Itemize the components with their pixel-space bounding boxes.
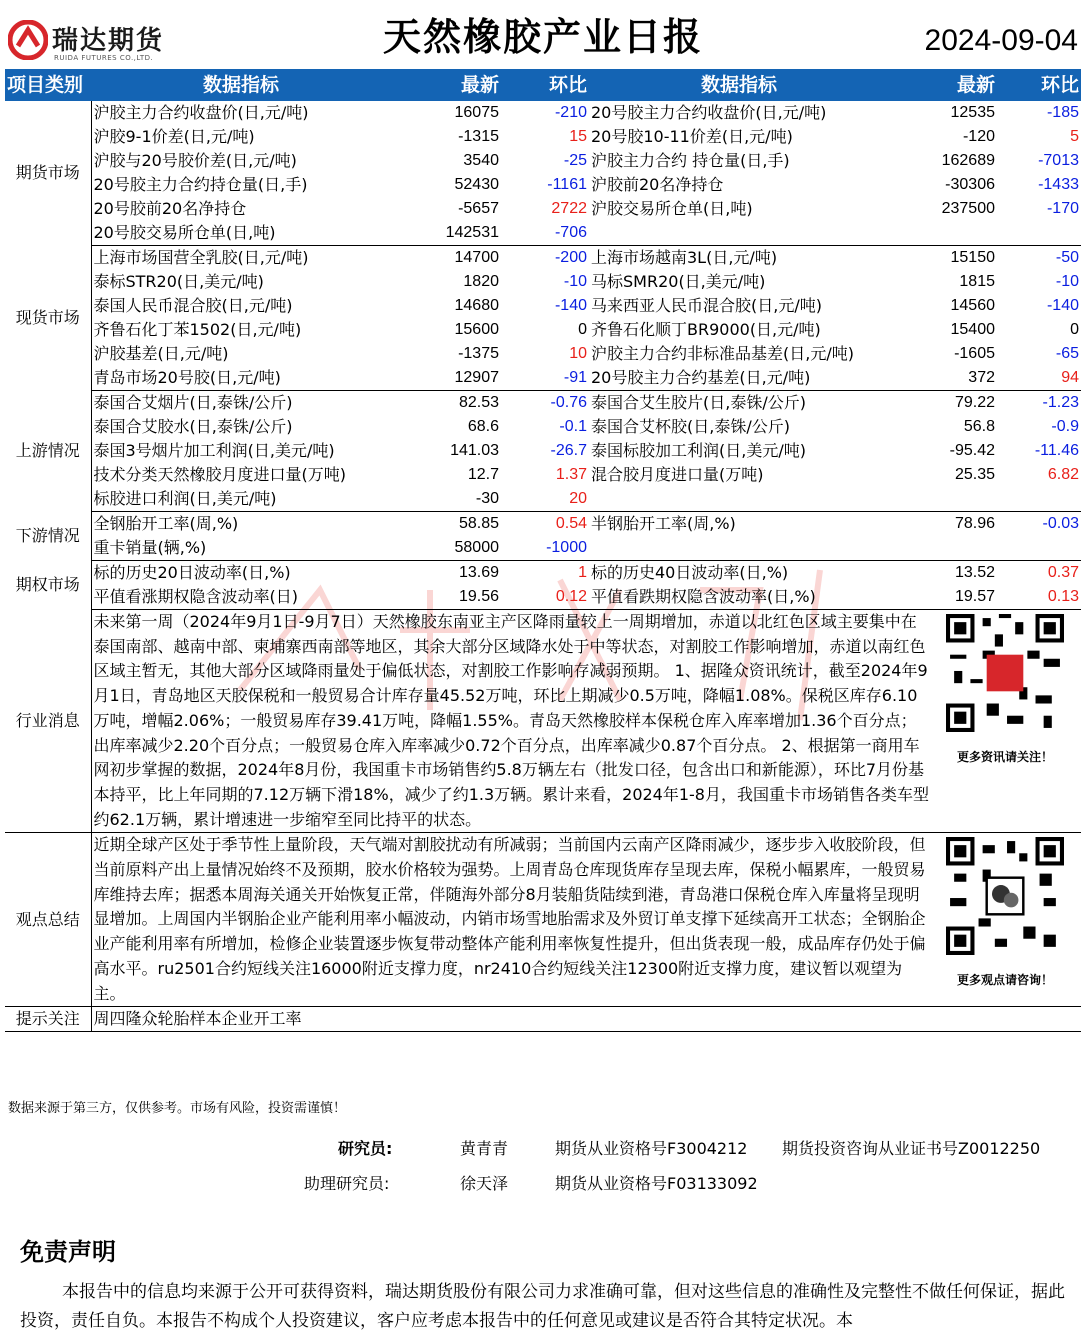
change-value: -0.03 [1042,515,1079,532]
indicator-name: 沪胶基差(日,元/吨) [93,344,229,363]
latest-value [889,487,997,512]
latest-value: 14560 [950,297,995,314]
change-value: -25 [563,152,587,169]
latest-value: 12535 [950,104,995,121]
latest-value: -30 [391,487,501,512]
latest-value: 237500 [941,200,995,217]
view-row [5,833,1081,1007]
disclaimer-text: 本报告中的信息均来源于公开可获得资料，瑞达期货股份有限公司力求准确可靠，但对这些信息的准确性及完整性不做任何保证，据此投资，责任自负。本报告不构成个人投资建议，客户应考虑本报告中的任何意见或建议是否符合其特定状况。本 [20,1282,1065,1331]
tips-text: 周四隆众轮胎样本企业开工率 [91,1007,1081,1032]
indicator-name: 马标SMR20(日,美元/吨) [591,272,766,291]
col-latest: 最新 [391,69,501,101]
change-value: -0.1 [559,418,587,435]
category-label: 期权市场 [5,561,91,610]
latest-value: 58.85 [458,515,499,532]
indicator-name: 泰国合艾烟片(日,泰铢/公斤) [93,393,293,412]
latest-value: 1815 [959,273,995,290]
table-row [5,294,1081,318]
latest-value: 142531 [391,221,501,246]
latest-value: 12.7 [467,466,499,483]
indicator-name: 泰国人民币混合胶(日,元/吨) [93,296,293,315]
news-qr-caption: 更多资讯请关注！ [956,750,1053,764]
logo-cn-text: 瑞达期货 [52,26,165,56]
indicator-name: 沪胶前20名净持仓 [591,175,724,194]
table-row [5,342,1081,366]
table-row [5,221,1081,246]
researcher-name: 黄青青 [460,1139,509,1158]
change-value: -1161 [547,176,587,193]
table-row [5,197,1081,221]
assistant-qualification: 期货从业资格号F03133092 [555,1174,758,1193]
indicator-name: 泰标STR20(日,美元/吨) [93,272,264,291]
table-row [5,125,1081,149]
latest-value: 3540 [463,152,499,169]
col-indicator: 数据指标 [91,69,391,101]
latest-value: 14700 [454,249,499,266]
change-value: 94 [997,366,1081,391]
table-row [5,318,1081,342]
data-source-note: 数据来源于第三方，仅供参考。市场有风险，投资需谨慎！ [8,1101,347,1116]
latest-value: 141.03 [450,442,499,459]
category-label: 下游情况 [5,512,91,561]
report-header [0,0,1086,68]
change-value: 2722 [551,200,587,217]
col-latest-2: 最新 [889,69,997,101]
report-date: 2024-09-04 [924,24,1078,57]
indicator-name: 沪胶9-1价差(日,元/吨) [93,127,255,146]
latest-value: 25.35 [954,466,995,483]
change-value: -185 [1046,104,1079,121]
latest-value: 1820 [463,273,499,290]
col-change-2: 环比 [997,69,1081,101]
indicator-name [589,536,889,561]
indicator-name: 青岛市场20号胶(日,元/吨) [91,366,391,391]
latest-value: -30306 [945,176,995,193]
latest-value: -120 [962,128,995,145]
col-indicator-2: 数据指标 [589,69,889,101]
category-label: 期货市场 [5,101,91,246]
change-value: -26.7 [550,442,587,459]
table-row [5,439,1081,463]
change-value: -706 [501,221,589,246]
indicator-name: 齐鲁石化顺丁BR9000(日,元/吨) [591,320,821,339]
report-title: 天然橡胶产业日报 [382,15,703,59]
table-row [5,463,1081,487]
indicator-name: 平值看涨期权隐含波动率(日) [91,585,391,610]
change-value: 0.54 [555,515,587,532]
change-value: -1433 [1038,176,1079,193]
table-row [5,536,1081,561]
change-value: 0.37 [1047,564,1079,581]
change-value: 0.13 [997,585,1081,610]
latest-value: 15600 [454,321,499,338]
tips-row [5,1007,1081,1032]
table-row [5,101,1081,125]
change-value: 6.82 [1047,466,1079,483]
latest-value: -1315 [458,128,499,145]
change-value: -50 [1055,249,1079,266]
latest-value: 19.56 [391,585,501,610]
view-qr-caption: 更多观点请咨询！ [956,973,1053,988]
change-value: -1.23 [1042,394,1079,411]
change-value: 1 [578,564,587,581]
researcher-qualification: 期货从业资格号F3004212 [555,1139,748,1158]
indicator-name: 泰国3号烟片加工利润(日,美元/吨) [93,441,335,460]
latest-value: 56.8 [963,418,995,435]
table-row [5,149,1081,173]
indicator-name: 泰国标胶加工利润(日,美元/吨) [591,441,806,460]
indicator-name [589,487,889,512]
change-value [997,221,1081,246]
indicator-name: 沪胶主力合约 持仓量(日,手) [591,151,790,170]
indicator-name: 齐鲁石化丁苯1502(日,元/吨) [93,320,302,339]
indicator-name: 混合胶月度进口量(万吨) [591,465,764,484]
indicator-name: 20号胶前20名净持仓 [93,199,247,218]
table-row [5,415,1081,439]
table-row [5,173,1081,197]
latest-value: -1375 [458,345,499,362]
latest-value: 82.53 [458,394,499,411]
indicator-name: 沪胶主力合约非标准品基差(日,元/吨) [591,344,854,363]
latest-value: 15400 [950,321,995,338]
researcher-label: 研究员: [338,1139,393,1158]
change-value: 10 [569,345,587,362]
change-value: 1.37 [555,466,587,483]
table-row [5,270,1081,294]
view-category: 观点总结 [5,833,91,1007]
indicator-name: 泰国合艾胶水(日,泰铢/公斤) [93,417,293,436]
change-value: -1000 [501,536,589,561]
latest-value [889,536,997,561]
change-value: -0.9 [1051,418,1079,435]
indicator-name: 平值看跌期权隐含波动率(日,%) [589,585,889,610]
indicator-name [589,221,889,246]
latest-value [889,221,997,246]
qr-code-icon[interactable] [946,614,1064,732]
latest-value: 372 [889,366,997,391]
latest-value: 15150 [950,249,995,266]
col-category: 项目类别 [5,69,91,101]
indicator-name: 技术分类天然橡胶月度进口量(万吨) [93,465,346,484]
indicator-name: 标的历史40日波动率(日,%) [591,563,789,582]
latest-value: 162689 [941,152,995,169]
news-row [5,610,1081,833]
indicator-name: 20号胶主力合约持仓量(日,手) [93,175,308,194]
change-value: 5 [1070,128,1079,145]
change-value: -10 [563,273,587,290]
logo-en-text: RUIDA FUTURES CO.,LTD. [54,54,154,62]
change-value: 15 [569,128,587,145]
table-row [5,561,1081,586]
latest-value: 12907 [391,366,501,391]
latest-value: 58000 [391,536,501,561]
table-row [5,585,1081,610]
change-value: -140 [1046,297,1079,314]
wechat-qr-code-icon[interactable] [946,837,1064,955]
indicator-name: 全钢胎开工率(周,%) [93,514,239,533]
assistant-name: 徐天泽 [460,1174,509,1193]
latest-value: 16075 [454,104,499,121]
indicator-name: 泰国合艾生胶片(日,泰铢/公斤) [591,393,806,412]
latest-value: 14680 [454,297,499,314]
news-category: 行业消息 [5,610,91,833]
change-value: -91 [501,366,589,391]
table-row [5,512,1081,537]
category-label: 上游情况 [5,391,91,512]
change-value: -11.46 [1034,442,1079,459]
indicator-name: 标的历史20日波动率(日,%) [93,563,291,582]
indicator-name: 20号胶主力合约收盘价(日,元/吨) [591,103,827,122]
indicator-name: 重卡销量(辆,%) [91,536,391,561]
change-value: -170 [1046,200,1079,217]
latest-value: -95.42 [949,442,995,459]
indicator-name: 20号胶主力合约基差(日,元/吨) [589,366,889,391]
change-value: -10 [1055,273,1079,290]
change-value: -65 [1055,345,1079,362]
change-value [997,536,1081,561]
news-cell [91,610,1081,833]
news-qr [935,614,1075,769]
indicator-name: 标胶进口利润(日,美元/吨) [91,487,391,512]
tips-category: 提示关注 [5,1007,91,1032]
indicator-name: 沪胶交易所仓单(日,吨) [591,199,753,218]
latest-value: 52430 [454,176,499,193]
latest-value: -5657 [458,200,499,217]
indicator-name: 泰国合艾杯胶(日,泰铢/公斤) [591,417,790,436]
change-value: -140 [554,297,587,314]
latest-value: 19.57 [889,585,997,610]
table-row [5,487,1081,512]
disclaimer-title: 免责声明 [20,1238,116,1266]
change-value: 0 [1070,321,1079,338]
latest-value: 13.69 [458,564,499,581]
indicator-name: 半钢胎开工率(周,%) [591,514,736,533]
change-value: -0.76 [550,394,587,411]
view-qr [935,837,1075,992]
category-label: 现货市场 [5,246,91,391]
table-row [5,366,1081,391]
view-text: 近期全球产区处于季节性上量阶段，天气端对割胶扰动有所减弱；当前国内云南产区降雨减少，逐步步入收胶阶段，但当前原料产出上量情况始终不及预期，胶水价格较为强势。上周青岛仓库现货库存呈现去库，保税小幅累库，一般贸易库维持去库；据悉本周海关通关开始恢复正常，伴随海外部分8月装船货陆续到港，青岛港口保税仓库入库量将呈现明显增加。上周国内半钢胎企业产能利用率小幅波动，内销市场雪地胎需求及外贸订单支撑下延续高开工状态；全钢胎企业产能利用率有所增加，检修企业装置逐步恢复带动整体产能利用率恢复性提升，但出货表现一般，成品库存仍处于偏高水平。ru2501合约短线关注16000附近支撑力度，nr2410合约短线关注12300附近支撑力度，建议暂以观望为主。 [93,835,926,1003]
researcher-consult-cert: 期货投资咨询从业证书号Z0012250 [782,1139,1041,1158]
indicator-name: 上海市场国营全乳胶(日,元/吨) [93,248,309,267]
view-cell [91,833,1081,1007]
change-value: -7013 [1038,152,1079,169]
indicator-name: 沪胶与20号胶价差(日,元/吨) [93,151,297,170]
latest-value: 79.22 [954,394,995,411]
indicator-name: 沪胶主力合约收盘价(日,元/吨) [93,103,309,122]
latest-value: 68.6 [467,418,499,435]
table-row [5,391,1081,416]
latest-value: -1605 [954,345,995,362]
change-value [997,487,1081,512]
indicator-name: 20号胶10-11价差(日,元/吨) [591,127,793,146]
table-header-row [5,69,1081,101]
data-table [5,69,1081,1032]
indicator-name: 20号胶交易所仓单(日,吨) [91,221,391,246]
change-value: -210 [554,104,587,121]
assistant-label: 助理研究员: [304,1174,390,1193]
change-value: 0 [578,321,587,338]
change-value: 20 [501,487,589,512]
latest-value: 13.52 [954,564,995,581]
news-text: 未来第一周（2024年9月1日-9月7日）天然橡胶东南亚主产区降雨量较上一周期增加，赤道以北红色区域主要集中在泰国南部、越南中部、柬埔寨西南部等地区，其余大部分区域降水处于中等状态，对割胶工作影响增加，赤道以南红色区域主暂无，其他大部分区域降雨量处于偏低状态，对割胶工作影响存减弱预期。 1、据隆众资讯统计，截至2024年9月1日，青岛地区天胶保税和一般贸易合计库存量45.52万吨，环比上期减少0.5万吨，降幅1.08%。保税区库存6.10万吨，增幅2.06%；一般贸易库存39.41万吨，降幅1.55%。青岛天然橡胶样本保税仓库入库率增加1.36个百分点；出库率减少2.20个百分点；一般贸易仓库入库率减少0.72个百分点，出库率减少0.87个百分点。 2、根据第一商用车网初步掌握的数据，2024年8月份，我国重卡市场销售约5.8万辆左右（批发口径，包含出口和新能源），环比7月份基本持平，比上年同期的7.12万辆下滑18%，减少了约1.3万辆。累计来看，2024年1-8月，我国重卡市场销售各类车型约62.1万辆，累计增速进一步缩窄至同比持平的状态。 [93,612,929,829]
indicator-name: 马来西亚人民币混合胶(日,元/吨) [591,296,822,315]
change-value: -200 [554,249,587,266]
latest-value: 78.96 [954,515,995,532]
indicator-name: 上海市场越南3L(日,元/吨) [591,248,778,267]
col-change: 环比 [501,69,589,101]
table-row [5,246,1081,271]
change-value: 0.12 [501,585,589,610]
